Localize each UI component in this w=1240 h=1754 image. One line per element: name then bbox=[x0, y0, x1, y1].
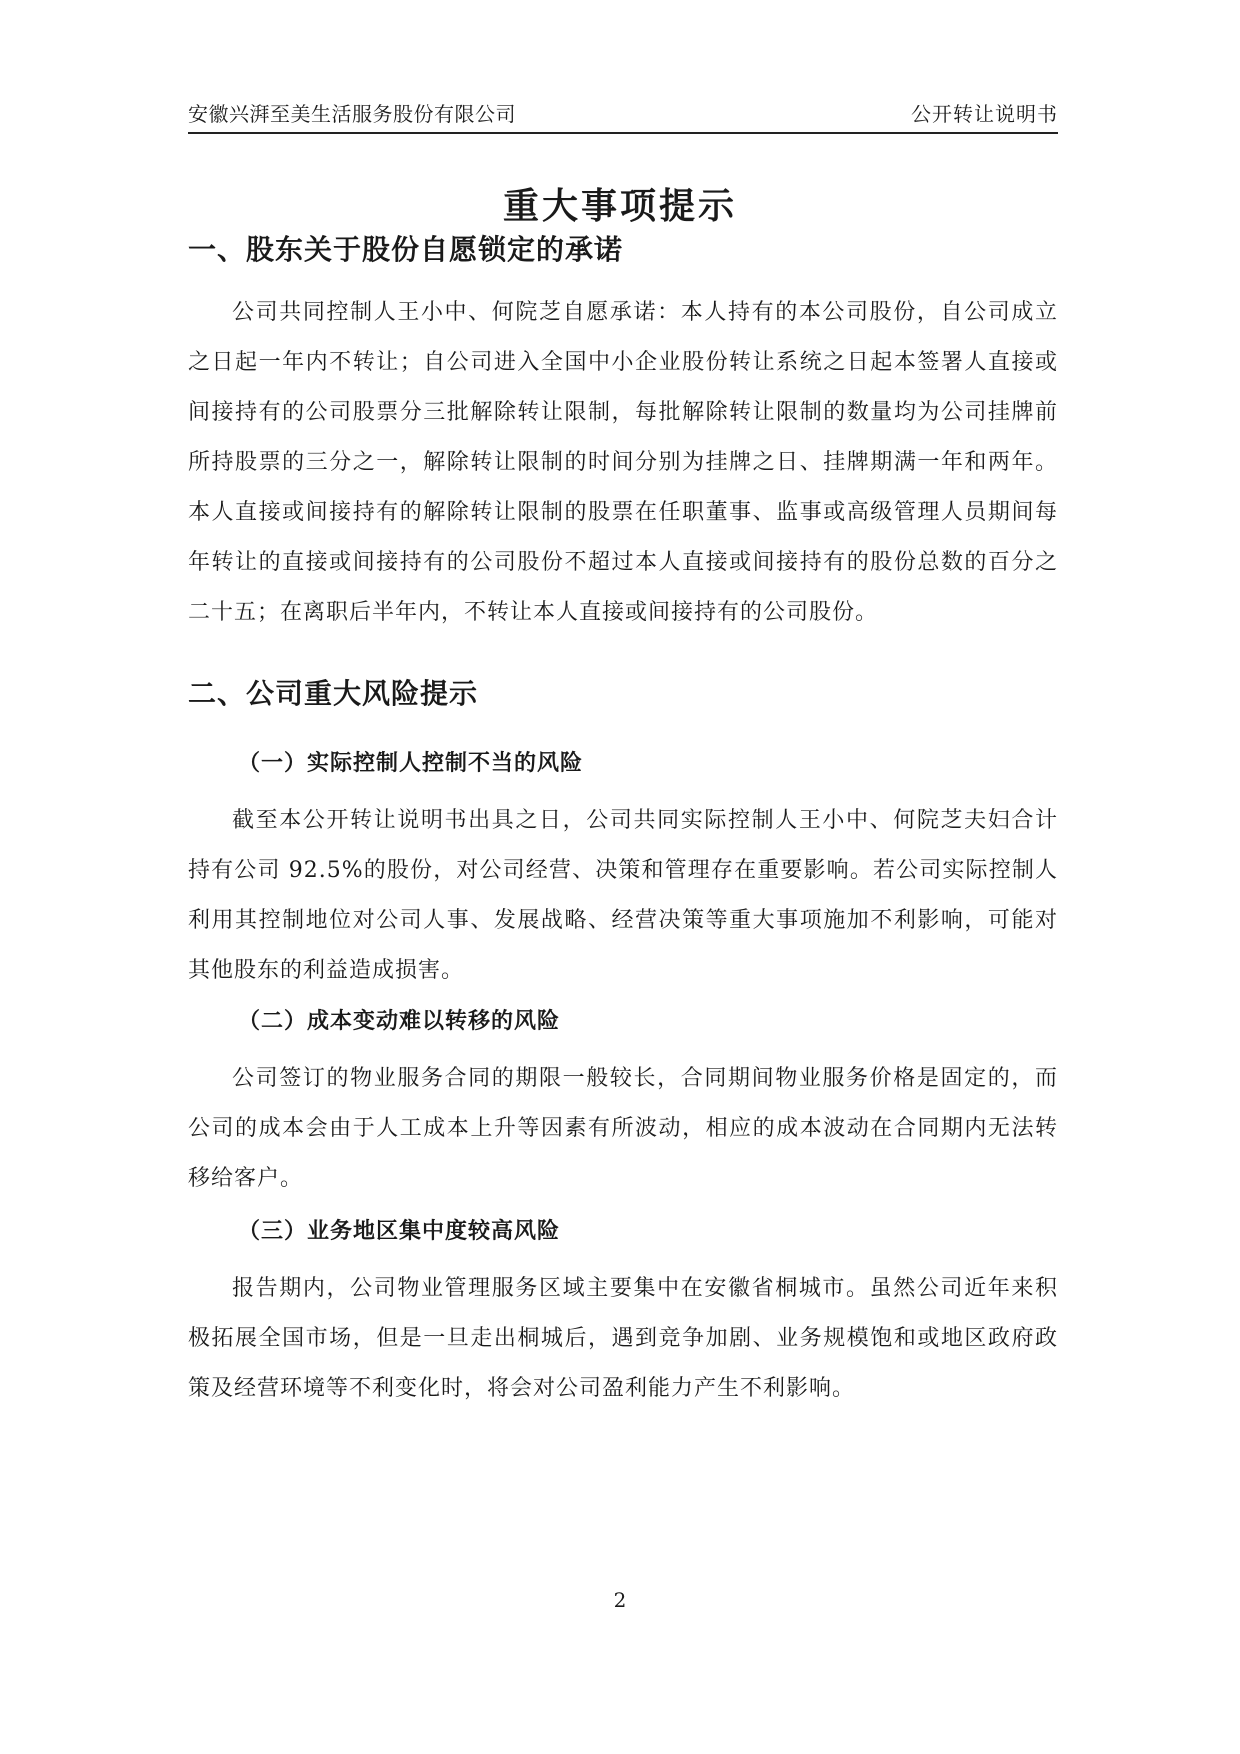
subsection-paragraph-regional-risk: 报告期内，公司物业管理服务区域主要集中在安徽省桐城市。虽然公司近年来积极拓展全国市场，但是一旦走出桐城后，遇到竞争加剧、业务规模饱和或地区政府政策及经营环境等不利变化时，将会对公司盈利能力产生不利影响。 bbox=[188, 1276, 1058, 1401]
page-title: 重大事项提示 bbox=[502, 185, 737, 227]
section-paragraph-share-lockup: 公司共同控制人王小中、何院芝自愿承诺：本人持有的本公司股份，自公司成立之日起一年内不转让；自公司进入全国中小企业股份转让系统之日起本签署人直接或间接持有的公司股票分三批解除转让限制，每批解除转让限制的数量均为公司挂牌前所持股票的三分之一，解除转让限制的时间分别为挂牌之日、挂牌期满一年和两年。本人直接或间接持有的解除转让限制的股票在任职董事、监事或高级管理人员期间每年转让的直接或间接持有的公司股份不超过本人直接或间接持有的股份总数的百分之二十五；在离职后半年内，不转让本人直接或间接持有的公司股份。 bbox=[188, 300, 1058, 625]
header-document-type: 公开转让说明书 bbox=[911, 102, 1058, 126]
header-company-name: 安徽兴湃至美生活服务股份有限公司 bbox=[188, 102, 516, 126]
section-heading-major-risks: 二、公司重大风险提示 bbox=[188, 677, 479, 710]
subsection-heading-controller-risk: （一）实际控制人控制不当的风险 bbox=[238, 750, 584, 776]
subsection-paragraph-cost-risk: 公司签订的物业服务合同的期限一般较长，合同期间物业服务价格是固定的，而公司的成本会由于人工成本上升等因素有所波动，相应的成本波动在合同期内无法转移给客户。 bbox=[188, 1066, 1058, 1191]
page-header bbox=[188, 96, 1058, 134]
page-number: 2 bbox=[613, 1588, 627, 1612]
subsection-heading-regional-risk: （三）业务地区集中度较高风险 bbox=[238, 1218, 561, 1244]
section-heading-share-lockup: 一、股东关于股份自愿锁定的承诺 bbox=[188, 233, 624, 266]
subsection-paragraph-controller-risk: 截至本公开转让说明书出具之日，公司共同实际控制人王小中、何院芝夫妇合计持有公司 92.5%的股份，对公司经营、决策和管理存在重要影响。若公司实际控制人利用其控制地位对公司人事、发展战略、经营决策等重大事项施加不利影响，可能对其他股东的利益造成损害。 bbox=[188, 808, 1058, 983]
subsection-heading-cost-risk: （二）成本变动难以转移的风险 bbox=[238, 1008, 561, 1034]
